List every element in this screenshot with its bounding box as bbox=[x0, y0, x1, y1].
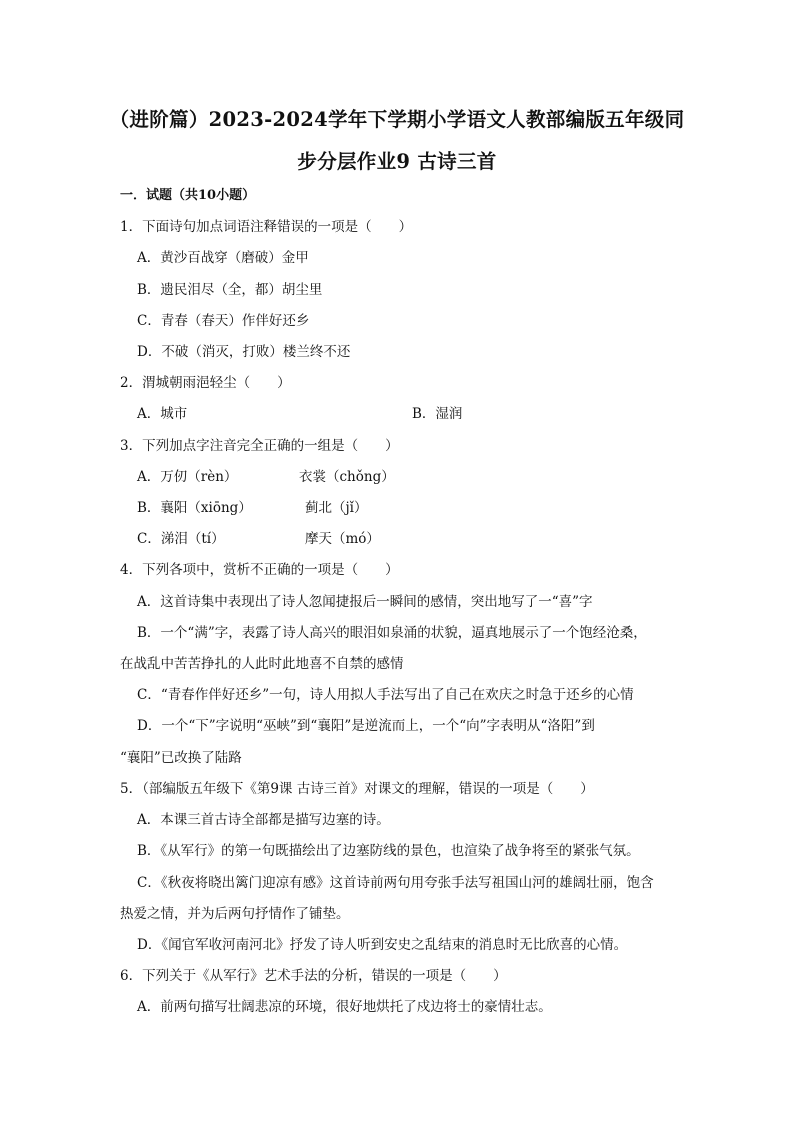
question-1-option-d: D．不破（消灭，打败）楼兰终不还 bbox=[137, 344, 351, 360]
question-3-option-a-left: A．万仞（rèn） bbox=[137, 469, 238, 485]
question-2-option-a: A．城市 bbox=[137, 406, 188, 422]
question-5-option-c-line-1: C．《秋夜将晓出篱门迎凉有感》这首诗前两句用夸张手法写祖国山河的雄阔壮丽，饱含 bbox=[137, 875, 654, 891]
document-title-line-1: （进阶篇）2023-2024学年下学期小学语文人教部编版五年级同 bbox=[109, 108, 685, 131]
question-1-option-a: A．黄沙百战穿（磨破）金甲 bbox=[137, 250, 309, 266]
question-4-option-b-line-1: B．一个“满”字，表露了诗人高兴的眼泪如泉涌的状貌，逼真地展示了一个饱经沧桑， bbox=[137, 625, 647, 641]
question-3-option-b-left: B．襄阳（xiōng） bbox=[137, 500, 252, 516]
question-4-option-c: C．“青春作伴好还乡”一句，诗人用拟人手法写出了自己在欢庆之时急于还乡的心情 bbox=[137, 687, 634, 703]
document-title-line-2: 步分层作业9 古诗三首 bbox=[297, 150, 497, 173]
question-4-option-d-line-2: “襄阳”已改换了陆路 bbox=[120, 750, 242, 766]
question-2-option-b: B．湿润 bbox=[412, 406, 463, 422]
question-1-stem: 1．下面诗句加点词语注释错误的一项是（ ） bbox=[120, 219, 413, 235]
section-heading: 一．试题（共10小题） bbox=[120, 188, 256, 203]
question-4-option-d-line-1: D．一个“下”字说明“巫峡”到“襄阳”是逆流而上，一个“向”字表明从“洛阳”到 bbox=[137, 718, 595, 734]
question-6-stem: 6．下列关于《从军行》艺术手法的分析，错误的一项是（ ） bbox=[120, 968, 507, 984]
question-5-stem: 5．（部编版五年级下《第9课 古诗三首》对课文的理解，错误的一项是（ ） bbox=[120, 781, 594, 797]
question-1-option-b: B．遗民泪尽（全，都）胡尘里 bbox=[137, 282, 323, 298]
question-3-stem: 3．下列加点字注音完全正确的一组是（ ） bbox=[120, 438, 399, 454]
question-5-option-c-line-2: 热爱之情，并为后两句抒情作了铺垫。 bbox=[120, 906, 350, 922]
question-2-stem: 2．渭城朝雨浥轻尘（ ） bbox=[120, 375, 291, 391]
question-4-option-b-line-2: 在战乱中苦苦挣扎的人此时此地喜不自禁的感情 bbox=[120, 656, 404, 672]
question-3-option-c-left: C．涕泪（tí） bbox=[137, 531, 225, 547]
question-5-option-d: D．《闻官军收河南河北》抒发了诗人听到安史之乱结束的消息时无比欣喜的心情。 bbox=[137, 937, 628, 953]
question-6-option-a: A．前两句描写壮阔悲凉的环境，很好地烘托了戍边将士的豪情壮志。 bbox=[137, 999, 552, 1015]
question-4-stem: 4．下列各项中，赏析不正确的一项是（ ） bbox=[120, 562, 399, 578]
question-5-option-b: B．《从军行》的第一句既描绘出了边塞防线的景色，也渲染了战争将至的紧张气氛。 bbox=[137, 843, 640, 859]
question-3-option-c-right: 摩天（mó） bbox=[305, 531, 380, 547]
question-1-option-c: C．青春（春天）作伴好还乡 bbox=[137, 313, 310, 329]
question-3-option-b-right: 蓟北（jǐ） bbox=[305, 500, 368, 516]
question-5-option-a: A．本课三首古诗全部都是描写边塞的诗。 bbox=[137, 812, 390, 828]
question-4-option-a: A．这首诗集中表现出了诗人忽闻捷报后一瞬间的感情，突出地写了一“喜”字 bbox=[137, 594, 593, 610]
question-3-option-a-right: 衣裳（chǒng） bbox=[299, 469, 395, 485]
